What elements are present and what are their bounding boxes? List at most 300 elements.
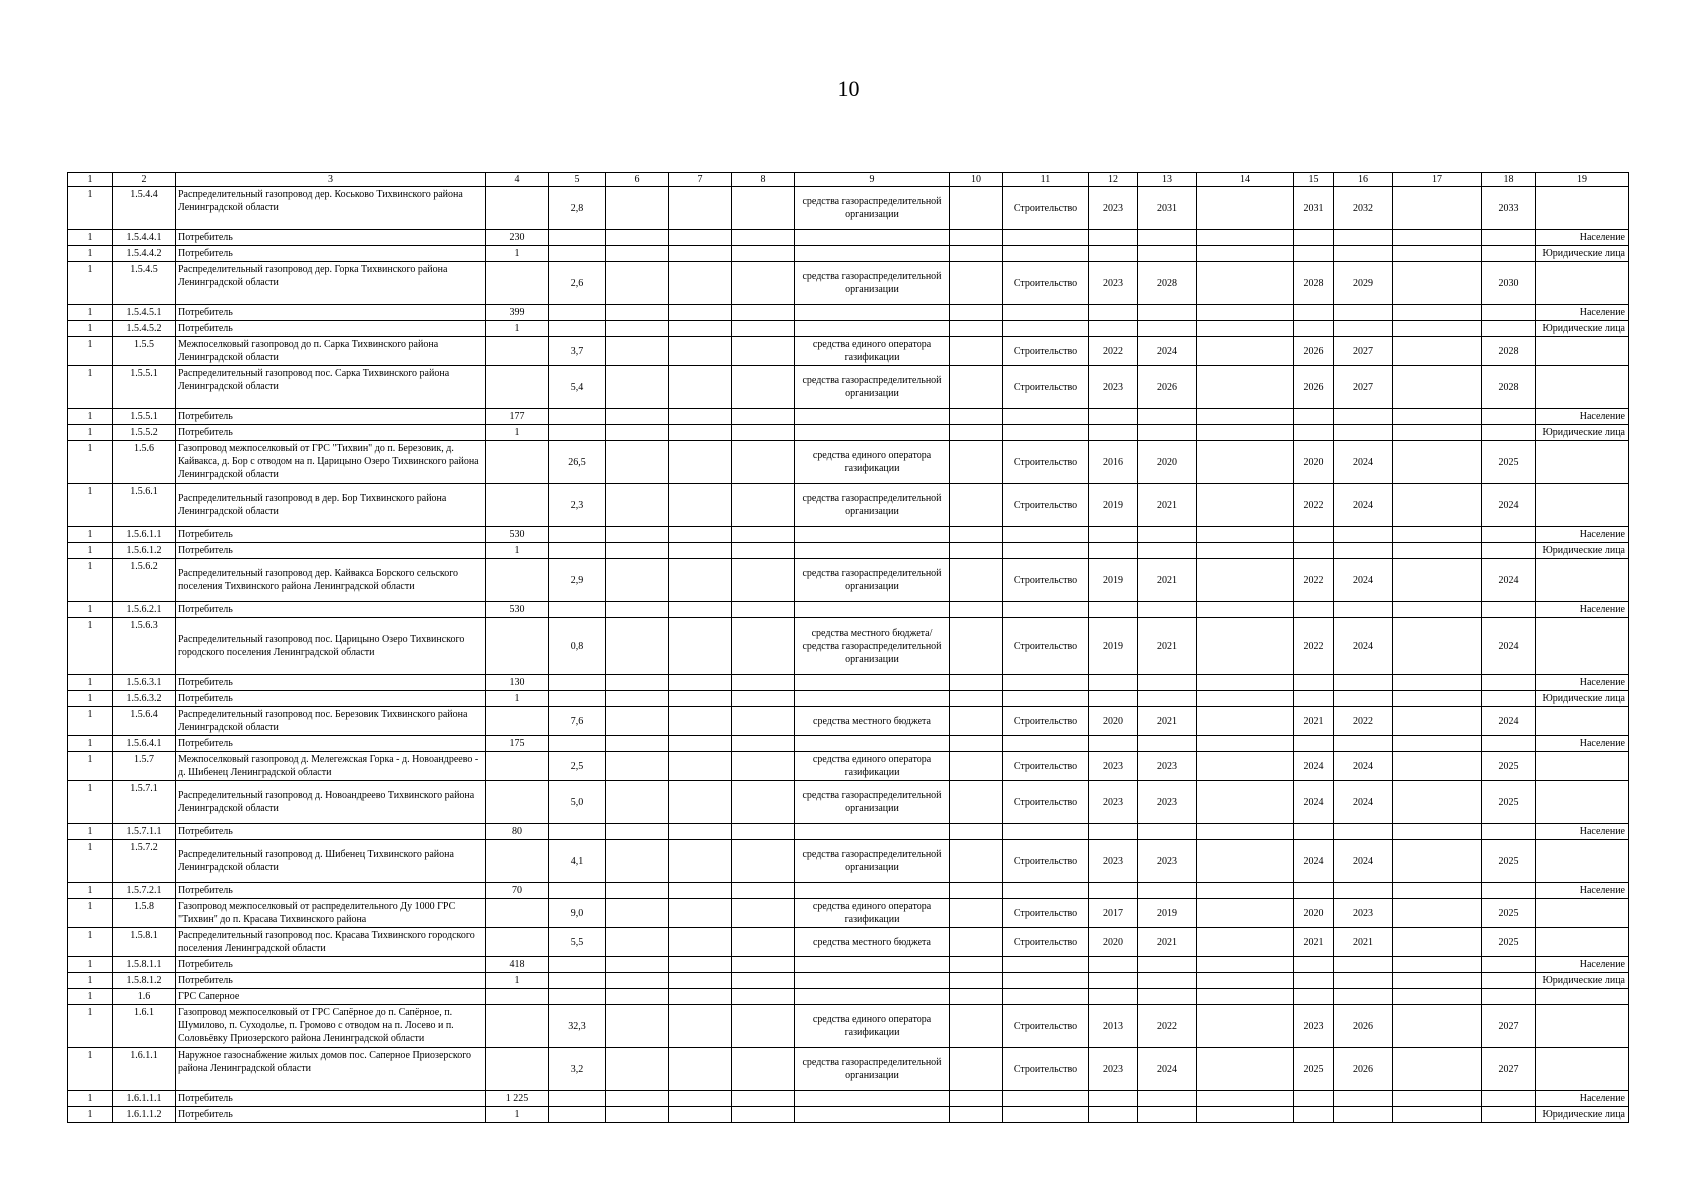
table-cell-col-11 [1003, 409, 1089, 425]
table-cell-col-6 [606, 1091, 669, 1107]
table-cell-col-19 [1536, 262, 1629, 305]
table-cell-col-3: Потребитель [176, 527, 486, 543]
table-cell-col-9 [795, 736, 950, 752]
table-cell-col-13: 2019 [1138, 899, 1197, 928]
table-cell-col-11: Строительство [1003, 262, 1089, 305]
table-cell-col-4: 1 [486, 973, 549, 989]
table-cell-col-17 [1393, 1107, 1482, 1123]
table-cell-col-5: 5,5 [549, 928, 606, 957]
table-cell-col-6 [606, 366, 669, 409]
table-cell-col-16 [1334, 305, 1393, 321]
table-cell-col-2: 1.5.7.1 [113, 781, 176, 824]
table-cell-col-8 [732, 928, 795, 957]
table-cell-col-3: Газопровод межпоселковый от ГРС "Тихвин" до п. Березовик, д. Кайвакса, д. Бор с отводом на п. Царицыно Озеро Тихвинского района Ленинградской области [176, 441, 486, 484]
table-cell-col-15 [1294, 883, 1334, 899]
table-cell-col-4 [486, 1048, 549, 1091]
table-cell-col-14 [1197, 883, 1294, 899]
table-cell-col-2: 1.5.6.1 [113, 484, 176, 527]
table-cell-col-6 [606, 824, 669, 840]
column-number: 10 [950, 173, 1003, 187]
table-cell-col-12: 2013 [1089, 1005, 1138, 1048]
table-cell-col-4: 1 225 [486, 1091, 549, 1107]
table-cell-col-18: 2025 [1482, 840, 1536, 883]
table-cell-col-14 [1197, 736, 1294, 752]
table-cell-col-13 [1138, 409, 1197, 425]
table-cell-col-15: 2024 [1294, 781, 1334, 824]
table-cell-col-13 [1138, 543, 1197, 559]
table-cell-col-16 [1334, 691, 1393, 707]
table-cell-col-18 [1482, 675, 1536, 691]
table-row [68, 366, 1629, 409]
table-cell-col-8 [732, 707, 795, 736]
table-cell-col-9: средства единого оператора газификации [795, 899, 950, 928]
column-number: 4 [486, 173, 549, 187]
table-cell-col-3: Наружное газоснабжение жилых домов пос. Саперное Приозерского района Ленинградской области [176, 1048, 486, 1091]
table-cell-col-16 [1334, 736, 1393, 752]
table-cell-col-6 [606, 752, 669, 781]
table-cell-col-6 [606, 840, 669, 883]
table-cell-col-11: Строительство [1003, 366, 1089, 409]
table-cell-col-8 [732, 321, 795, 337]
table-row [68, 928, 1629, 957]
table-cell-col-9: средства местного бюджета [795, 707, 950, 736]
table-cell-col-10 [950, 543, 1003, 559]
table-cell-col-17 [1393, 230, 1482, 246]
table-cell-col-11: Строительство [1003, 618, 1089, 675]
table-cell-col-11 [1003, 425, 1089, 441]
table-cell-col-17 [1393, 840, 1482, 883]
table-cell-col-19: Юридические лица [1536, 543, 1629, 559]
table-cell-col-17 [1393, 781, 1482, 824]
table-cell-col-3: Потребитель [176, 409, 486, 425]
table-cell-col-16 [1334, 1091, 1393, 1107]
table-cell-col-18 [1482, 305, 1536, 321]
table-cell-col-1: 1 [68, 305, 113, 321]
table-row [68, 618, 1629, 675]
table-cell-col-12 [1089, 736, 1138, 752]
table-cell-col-8 [732, 781, 795, 824]
table-cell-col-5 [549, 527, 606, 543]
table-cell-col-9 [795, 527, 950, 543]
table-cell-col-4: 1 [486, 425, 549, 441]
table-cell-col-9: средства газораспределительной организации [795, 484, 950, 527]
table-cell-col-12 [1089, 321, 1138, 337]
table-cell-col-2: 1.6.1.1.2 [113, 1107, 176, 1123]
table-cell-col-8 [732, 899, 795, 928]
table-cell-col-16: 2024 [1334, 441, 1393, 484]
table-row [68, 1107, 1629, 1123]
table-cell-col-1: 1 [68, 1091, 113, 1107]
table-cell-col-16: 2023 [1334, 899, 1393, 928]
table-row [68, 736, 1629, 752]
table-cell-col-14 [1197, 543, 1294, 559]
table-cell-col-3: Потребитель [176, 824, 486, 840]
table-cell-col-6 [606, 989, 669, 1005]
table-cell-col-17 [1393, 691, 1482, 707]
table-cell-col-10 [950, 246, 1003, 262]
table-cell-col-1: 1 [68, 707, 113, 736]
table-cell-col-17 [1393, 187, 1482, 230]
table-cell-col-18 [1482, 1107, 1536, 1123]
table-cell-col-6 [606, 559, 669, 602]
table-cell-col-15 [1294, 1091, 1334, 1107]
table-cell-col-15: 2021 [1294, 707, 1334, 736]
table-cell-col-13: 2024 [1138, 337, 1197, 366]
table-cell-col-15 [1294, 321, 1334, 337]
table-cell-col-15 [1294, 246, 1334, 262]
table-cell-col-6 [606, 527, 669, 543]
table-cell-col-14 [1197, 1005, 1294, 1048]
table-cell-col-14 [1197, 957, 1294, 973]
table-cell-col-13 [1138, 321, 1197, 337]
table-cell-col-3: Потребитель [176, 691, 486, 707]
table-cell-col-2: 1.5.5 [113, 337, 176, 366]
table-cell-col-16 [1334, 425, 1393, 441]
table-cell-col-19: Население [1536, 1091, 1629, 1107]
table-cell-col-18 [1482, 989, 1536, 1005]
table-cell-col-13 [1138, 527, 1197, 543]
column-number: 6 [606, 173, 669, 187]
table-cell-col-15: 2026 [1294, 337, 1334, 366]
table-cell-col-18: 2028 [1482, 366, 1536, 409]
table-cell-col-3: Межпоселковый газопровод до п. Сарка Тихвинского района Ленинградской области [176, 337, 486, 366]
table-cell-col-12: 2023 [1089, 187, 1138, 230]
table-cell-col-15 [1294, 230, 1334, 246]
table-cell-col-17 [1393, 1091, 1482, 1107]
table-cell-col-4 [486, 989, 549, 1005]
column-number: 9 [795, 173, 950, 187]
table-cell-col-5 [549, 321, 606, 337]
table-cell-col-7 [669, 187, 732, 230]
table-cell-col-16 [1334, 602, 1393, 618]
table-cell-col-9: средства газораспределительной организации [795, 781, 950, 824]
table-cell-col-5: 3,7 [549, 337, 606, 366]
table-cell-col-5: 2,8 [549, 187, 606, 230]
table-cell-col-14 [1197, 840, 1294, 883]
table-cell-col-9 [795, 1091, 950, 1107]
table-cell-col-13: 2024 [1138, 1048, 1197, 1091]
table-cell-col-1: 1 [68, 973, 113, 989]
table-cell-col-15 [1294, 675, 1334, 691]
table-cell-col-11: Строительство [1003, 1005, 1089, 1048]
table-cell-col-2: 1.6.1 [113, 1005, 176, 1048]
column-number: 3 [176, 173, 486, 187]
table-cell-col-13 [1138, 973, 1197, 989]
table-cell-col-2: 1.5.4.4 [113, 187, 176, 230]
table-cell-col-16 [1334, 824, 1393, 840]
table-cell-col-19: Население [1536, 824, 1629, 840]
table-cell-col-12: 2019 [1089, 484, 1138, 527]
table-cell-col-9: средства газораспределительной организации [795, 1048, 950, 1091]
table-cell-col-2: 1.5.6.4.1 [113, 736, 176, 752]
column-number: 12 [1089, 173, 1138, 187]
table-cell-col-9 [795, 824, 950, 840]
table-cell-col-13: 2021 [1138, 618, 1197, 675]
table-cell-col-19 [1536, 989, 1629, 1005]
table-cell-col-15 [1294, 736, 1334, 752]
table-row [68, 527, 1629, 543]
table-cell-col-16: 2026 [1334, 1005, 1393, 1048]
table-cell-col-3: Потребитель [176, 425, 486, 441]
table-cell-col-1: 1 [68, 752, 113, 781]
table-cell-col-10 [950, 262, 1003, 305]
table-cell-col-9: средства единого оператора газификации [795, 752, 950, 781]
table-cell-col-19: Юридические лица [1536, 321, 1629, 337]
table-cell-col-2: 1.5.4.4.2 [113, 246, 176, 262]
table-cell-col-1: 1 [68, 246, 113, 262]
table-cell-col-10 [950, 305, 1003, 321]
column-number: 5 [549, 173, 606, 187]
table-cell-col-4 [486, 1005, 549, 1048]
table-cell-col-1: 1 [68, 989, 113, 1005]
table-cell-col-14 [1197, 1048, 1294, 1091]
table-row [68, 1048, 1629, 1091]
table-cell-col-1: 1 [68, 543, 113, 559]
table-cell-col-1: 1 [68, 484, 113, 527]
table-cell-col-6 [606, 262, 669, 305]
table-cell-col-7 [669, 1091, 732, 1107]
table-cell-col-17 [1393, 425, 1482, 441]
table-cell-col-4 [486, 618, 549, 675]
table-cell-col-8 [732, 425, 795, 441]
table-cell-col-5 [549, 883, 606, 899]
table-cell-col-6 [606, 305, 669, 321]
table-cell-col-2: 1.5.7 [113, 752, 176, 781]
table-cell-col-9: средства газораспределительной организации [795, 187, 950, 230]
table-cell-col-4: 530 [486, 602, 549, 618]
table-cell-col-2: 1.5.8.1 [113, 928, 176, 957]
table-cell-col-7 [669, 305, 732, 321]
table-row [68, 707, 1629, 736]
table-cell-col-5: 2,9 [549, 559, 606, 602]
table-cell-col-3: Потребитель [176, 230, 486, 246]
table-cell-col-11: Строительство [1003, 441, 1089, 484]
table-cell-col-12: 2022 [1089, 337, 1138, 366]
table-cell-col-1: 1 [68, 1005, 113, 1048]
table-cell-col-17 [1393, 989, 1482, 1005]
table-cell-col-18 [1482, 973, 1536, 989]
table-cell-col-5 [549, 409, 606, 425]
table-cell-col-1: 1 [68, 559, 113, 602]
table-cell-col-3: Потребитель [176, 957, 486, 973]
table-cell-col-15: 2024 [1294, 752, 1334, 781]
table-cell-col-6 [606, 1107, 669, 1123]
table-cell-col-7 [669, 441, 732, 484]
table-cell-col-2: 1.5.5.2 [113, 425, 176, 441]
table-cell-col-3: Распределительный газопровод дер. Коськово Тихвинского района Ленинградской области [176, 187, 486, 230]
table-cell-col-14 [1197, 321, 1294, 337]
table-cell-col-12: 2019 [1089, 618, 1138, 675]
table-cell-col-11: Строительство [1003, 928, 1089, 957]
table-cell-col-16 [1334, 527, 1393, 543]
table-cell-col-11 [1003, 230, 1089, 246]
table-cell-col-10 [950, 781, 1003, 824]
table-cell-col-18: 2025 [1482, 752, 1536, 781]
table-cell-col-9 [795, 691, 950, 707]
table-cell-col-12: 2023 [1089, 752, 1138, 781]
table-cell-col-17 [1393, 337, 1482, 366]
table-row [68, 321, 1629, 337]
table-cell-col-4: 1 [486, 691, 549, 707]
table-cell-col-6 [606, 187, 669, 230]
table-cell-col-19 [1536, 618, 1629, 675]
table-cell-col-17 [1393, 441, 1482, 484]
table-cell-col-5 [549, 246, 606, 262]
table-row [68, 781, 1629, 824]
table-cell-col-6 [606, 1048, 669, 1091]
table-cell-col-8 [732, 230, 795, 246]
table-cell-col-10 [950, 957, 1003, 973]
table-cell-col-9: средства единого оператора газификации [795, 441, 950, 484]
table-cell-col-15 [1294, 527, 1334, 543]
column-number: 11 [1003, 173, 1089, 187]
table-cell-col-1: 1 [68, 899, 113, 928]
table-cell-col-17 [1393, 321, 1482, 337]
table-cell-col-8 [732, 736, 795, 752]
table-cell-col-5 [549, 691, 606, 707]
table-cell-col-8 [732, 883, 795, 899]
table-cell-col-17 [1393, 618, 1482, 675]
table-cell-col-2: 1.5.6.1.1 [113, 527, 176, 543]
table-cell-col-19: Юридические лица [1536, 425, 1629, 441]
table-cell-col-5 [549, 425, 606, 441]
table-cell-col-2: 1.5.6.4 [113, 707, 176, 736]
table-cell-col-10 [950, 824, 1003, 840]
table-cell-col-14 [1197, 441, 1294, 484]
table-cell-col-19: Население [1536, 675, 1629, 691]
table-cell-col-7 [669, 602, 732, 618]
table-cell-col-3: Газопровод межпоселковый от ГРС Сапёрное до п. Сапёрное, п. Шумилово, п. Суходолье, п. Громово с отводом на п. Лосево и п. Соловьёвку Приозерского района Ленинградской области [176, 1005, 486, 1048]
table-cell-col-12: 2016 [1089, 441, 1138, 484]
table-row [68, 246, 1629, 262]
table-cell-col-13 [1138, 736, 1197, 752]
table-cell-col-7 [669, 230, 732, 246]
table-cell-col-10 [950, 366, 1003, 409]
table-row [68, 337, 1629, 366]
table-cell-col-17 [1393, 957, 1482, 973]
table-cell-col-11 [1003, 305, 1089, 321]
table-cell-col-15 [1294, 989, 1334, 1005]
table-cell-col-7 [669, 1005, 732, 1048]
table-cell-col-8 [732, 1107, 795, 1123]
table-cell-col-19 [1536, 752, 1629, 781]
table-cell-col-7 [669, 899, 732, 928]
table-cell-col-18: 2025 [1482, 899, 1536, 928]
table-row [68, 559, 1629, 602]
table-cell-col-16: 2027 [1334, 337, 1393, 366]
table-cell-col-5 [549, 675, 606, 691]
table-cell-col-6 [606, 736, 669, 752]
table-cell-col-8 [732, 409, 795, 425]
table-cell-col-3: Потребитель [176, 973, 486, 989]
table-row [68, 1005, 1629, 1048]
table-cell-col-2: 1.5.6 [113, 441, 176, 484]
table-cell-col-9 [795, 883, 950, 899]
table-cell-col-8 [732, 1048, 795, 1091]
gas-pipeline-table [67, 172, 1629, 1123]
table-cell-col-6 [606, 321, 669, 337]
table-cell-col-11: Строительство [1003, 781, 1089, 824]
table-cell-col-4: 230 [486, 230, 549, 246]
table-cell-col-7 [669, 973, 732, 989]
table-cell-col-7 [669, 691, 732, 707]
table-row [68, 752, 1629, 781]
table-row [68, 691, 1629, 707]
table-cell-col-2: 1.5.6.3 [113, 618, 176, 675]
table-cell-col-6 [606, 230, 669, 246]
table-cell-col-13 [1138, 957, 1197, 973]
table-cell-col-10 [950, 230, 1003, 246]
table-cell-col-16 [1334, 409, 1393, 425]
table-cell-col-3: Распределительный газопровод пос. Царицыно Озеро Тихвинского городского поселения Ленинградской области [176, 618, 486, 675]
table-cell-col-5 [549, 543, 606, 559]
table-cell-col-2: 1.5.7.1.1 [113, 824, 176, 840]
table-cell-col-18: 2025 [1482, 441, 1536, 484]
table-cell-col-4 [486, 559, 549, 602]
table-cell-col-2: 1.5.4.5 [113, 262, 176, 305]
table-cell-col-9 [795, 989, 950, 1005]
table-cell-col-2: 1.6 [113, 989, 176, 1005]
table-cell-col-16: 2024 [1334, 618, 1393, 675]
table-cell-col-7 [669, 618, 732, 675]
table-cell-col-16 [1334, 246, 1393, 262]
table-cell-col-3: Потребитель [176, 1091, 486, 1107]
table-cell-col-6 [606, 246, 669, 262]
table-cell-col-8 [732, 305, 795, 321]
table-cell-col-1: 1 [68, 883, 113, 899]
table-cell-col-10 [950, 928, 1003, 957]
table-cell-col-17 [1393, 707, 1482, 736]
table-cell-col-4 [486, 337, 549, 366]
table-cell-col-10 [950, 527, 1003, 543]
table-cell-col-7 [669, 707, 732, 736]
table-cell-col-9: средства единого оператора газификации [795, 1005, 950, 1048]
table-cell-col-5 [549, 230, 606, 246]
table-row [68, 824, 1629, 840]
table-cell-col-12 [1089, 824, 1138, 840]
table-cell-col-16: 2026 [1334, 1048, 1393, 1091]
table-cell-col-17 [1393, 1005, 1482, 1048]
table-row [68, 675, 1629, 691]
table-cell-col-15 [1294, 602, 1334, 618]
table-cell-col-6 [606, 781, 669, 824]
table-cell-col-13: 2031 [1138, 187, 1197, 230]
table-cell-col-10 [950, 899, 1003, 928]
table-cell-col-7 [669, 989, 732, 1005]
table-cell-col-4 [486, 781, 549, 824]
table-cell-col-7 [669, 321, 732, 337]
table-cell-col-17 [1393, 305, 1482, 321]
table-cell-col-11 [1003, 691, 1089, 707]
column-number: 19 [1536, 173, 1629, 187]
table-cell-col-3: Потребитель [176, 543, 486, 559]
table-cell-col-9 [795, 543, 950, 559]
table-cell-col-13: 2026 [1138, 366, 1197, 409]
table-cell-col-15: 2020 [1294, 899, 1334, 928]
table-cell-col-16: 2024 [1334, 840, 1393, 883]
table-cell-col-14 [1197, 187, 1294, 230]
table-cell-col-12 [1089, 1107, 1138, 1123]
table-cell-col-12: 2020 [1089, 928, 1138, 957]
table-cell-col-14 [1197, 752, 1294, 781]
table-cell-col-1: 1 [68, 337, 113, 366]
table-cell-col-13 [1138, 246, 1197, 262]
table-cell-col-14 [1197, 989, 1294, 1005]
table-cell-col-14 [1197, 618, 1294, 675]
table-cell-col-10 [950, 707, 1003, 736]
table-cell-col-19 [1536, 559, 1629, 602]
table-cell-col-10 [950, 441, 1003, 484]
